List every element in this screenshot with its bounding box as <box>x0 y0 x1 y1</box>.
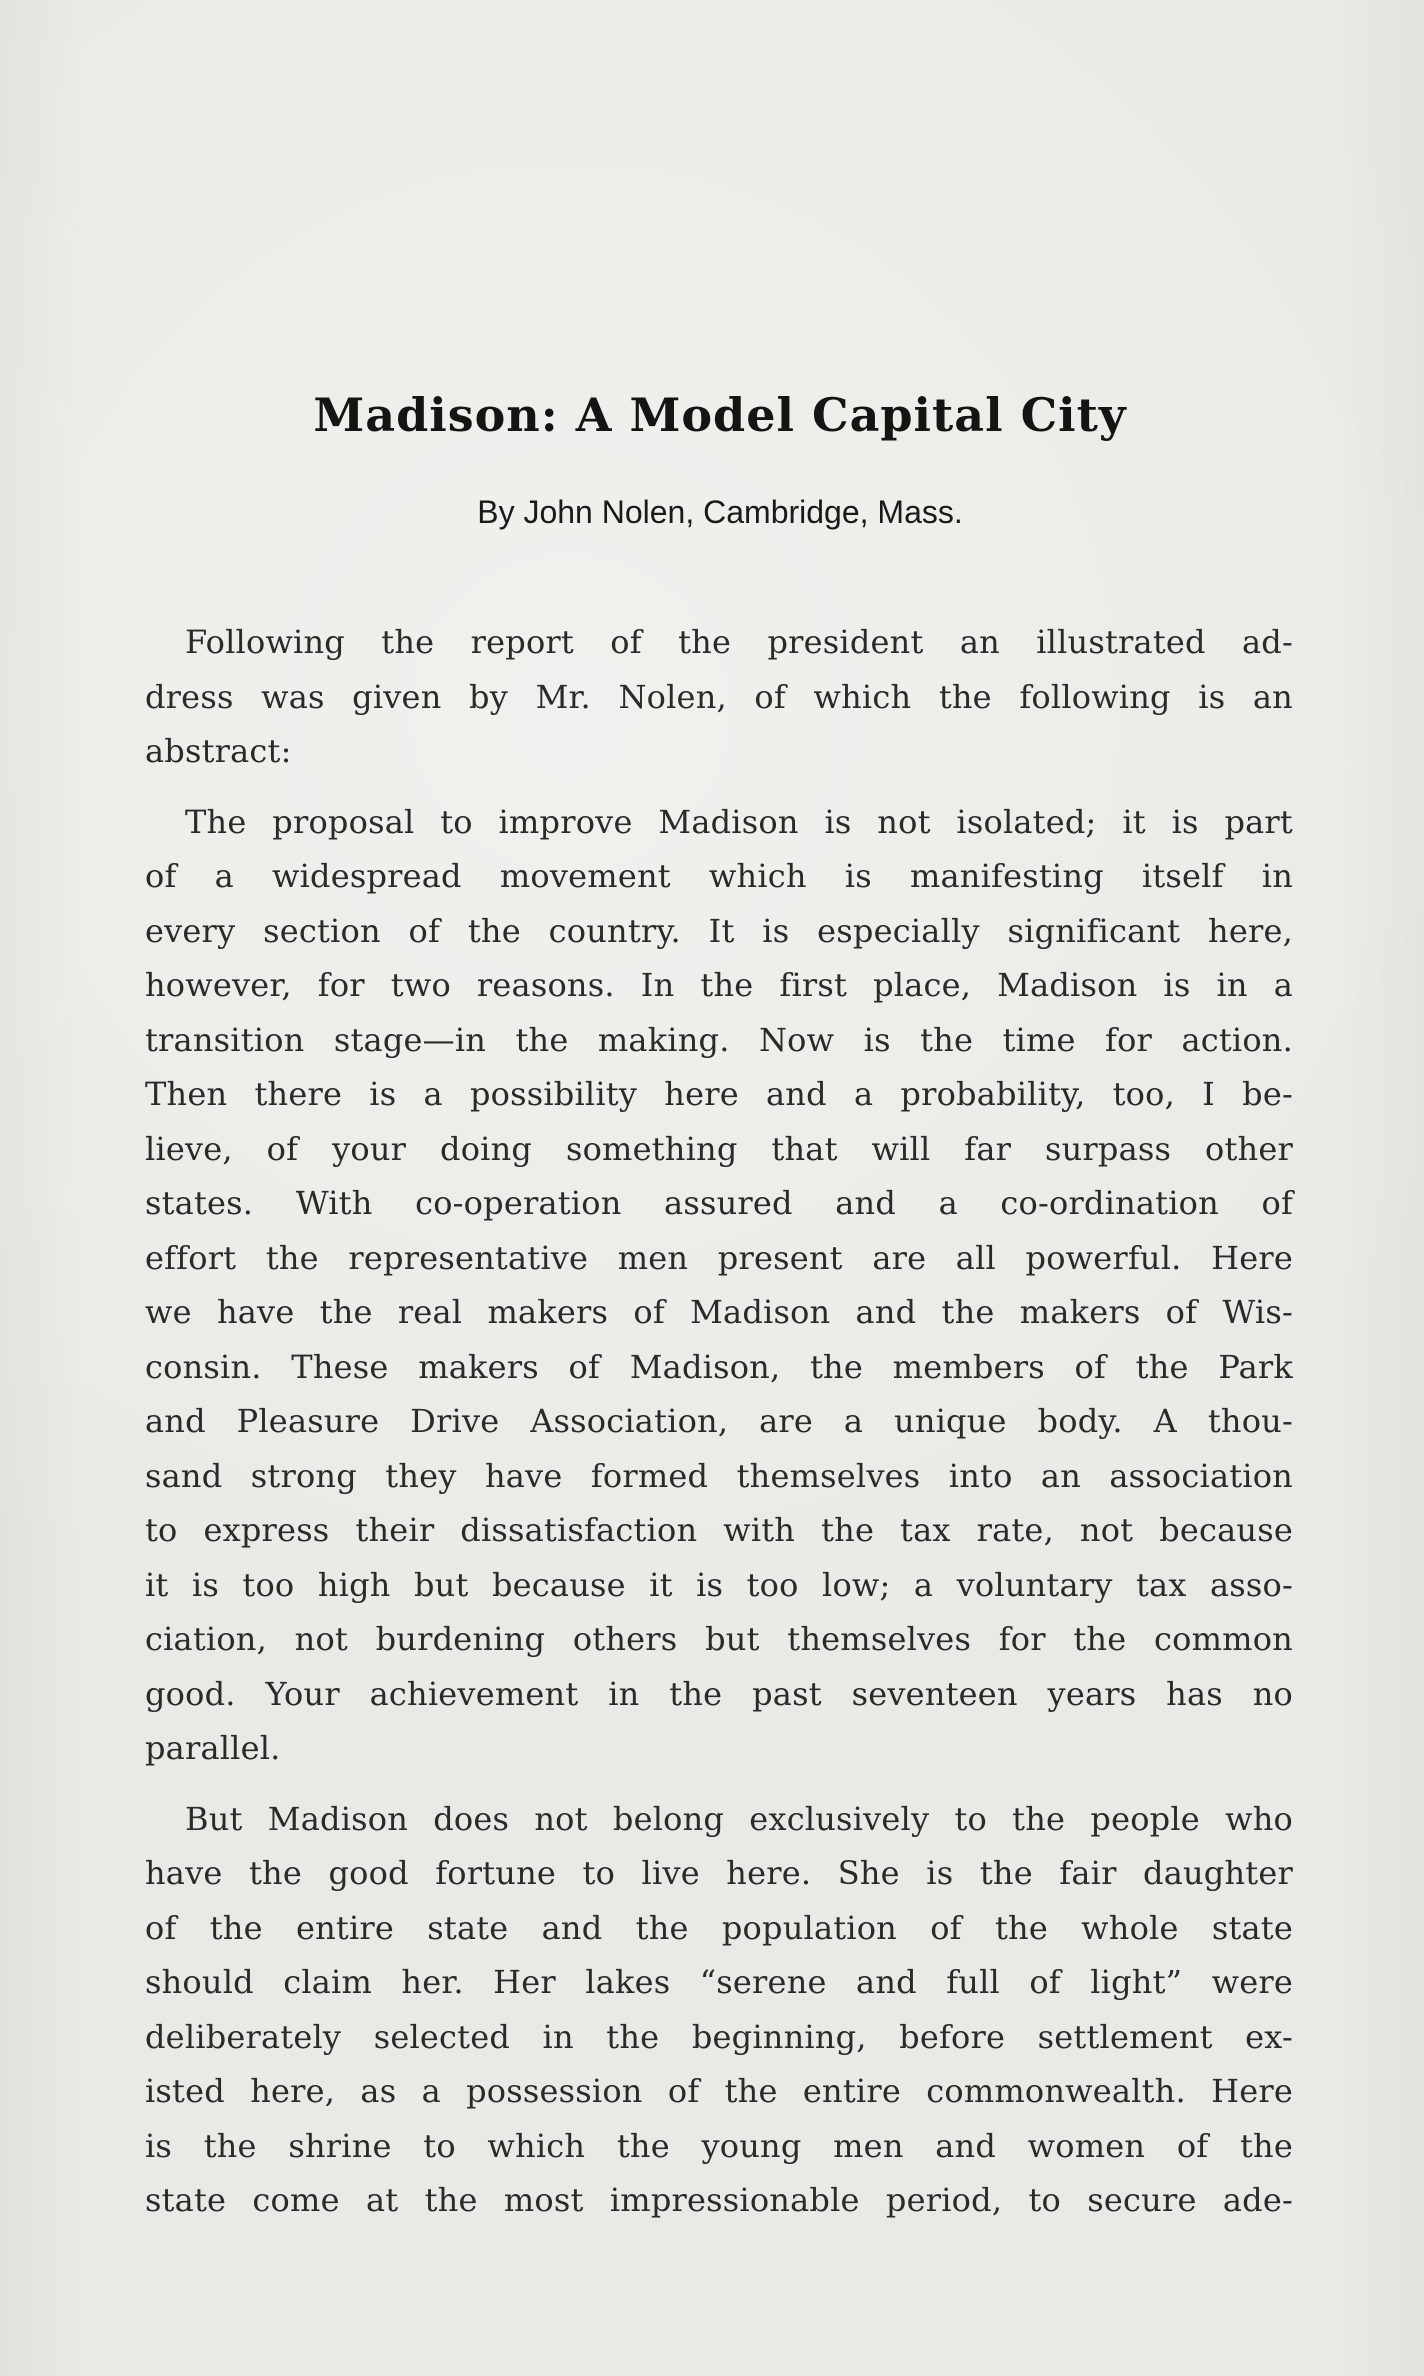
text-line: however, for two reasons. In the first place, Madison is in a <box>145 966 1293 1004</box>
text-line: and Pleasure Drive Association, are a unique body. A thou- <box>145 1402 1293 1440</box>
paragraph <box>145 1792 1293 2228</box>
text-line: dress was given by Mr. Nolen, of which the following is an <box>145 677 1293 716</box>
text-line: effort the representative men present are all powerful. Here <box>145 1238 1293 1277</box>
text-line: have the good fortune to live here. She is the fair daughter <box>145 1854 1293 1892</box>
text-line: every section of the country. It is especially significant here, <box>145 911 1293 950</box>
text-line: Following the report of the president an illustrated ad- <box>185 623 1293 661</box>
text-line: of a widespread movement which is manifesting itself in <box>145 857 1293 895</box>
article-title: Madison: A Model Capital City <box>313 388 1127 442</box>
text-line: state come at the most impressionable period, to secure ade- <box>145 2181 1293 2219</box>
text-line: The proposal to improve Madison is not isolated; it is part <box>185 802 1293 841</box>
text-line: But Madison does not belong exclusively to the people who <box>185 1799 1293 1838</box>
text-line: states. With co-operation assured and a co-ordination of <box>145 1184 1293 1222</box>
text-line: should claim her. Her lakes “serene and full of light” were <box>145 1963 1293 2001</box>
text-line: deliberately selected in the beginning, before settlement ex- <box>145 2017 1293 2056</box>
text-line: good. Your achievement in the past seventeen years has no <box>145 1674 1293 1713</box>
text-line: is the shrine to which the young men and women of the <box>145 2126 1293 2165</box>
article-body <box>145 615 1293 2228</box>
article-byline: By John Nolen, Cambridge, Mass. <box>477 494 963 530</box>
paragraph <box>145 795 1293 1776</box>
text-line: we have the real makers of Madison and the makers of Wis- <box>145 1293 1293 1331</box>
text-line: transition stage—in the making. Now is the time for action. <box>145 1020 1293 1059</box>
text-line: consin. These makers of Madison, the members of the Park <box>145 1347 1293 1386</box>
text-line: parallel. <box>145 1729 281 1767</box>
text-line: to express their dissatisfaction with the tax rate, not because <box>145 1511 1293 1549</box>
text-line: it is too high but because it is too low; a voluntary tax asso- <box>145 1565 1293 1604</box>
paragraph <box>145 615 1293 779</box>
text-line: abstract: <box>145 732 292 770</box>
text-line: Then there is a possibility here and a probability, too, I be- <box>145 1075 1293 1113</box>
text-line: lieve, of your doing something that will far surpass other <box>145 1129 1293 1168</box>
text-line: ciation, not burdening others but themselves for the common <box>145 1620 1293 1658</box>
text-line: of the entire state and the population of the whole state <box>145 1908 1293 1947</box>
text-line: sand strong they have formed themselves into an association <box>145 1456 1293 1495</box>
text-line: isted here, as a possession of the entire commonwealth. Here <box>145 2072 1293 2110</box>
